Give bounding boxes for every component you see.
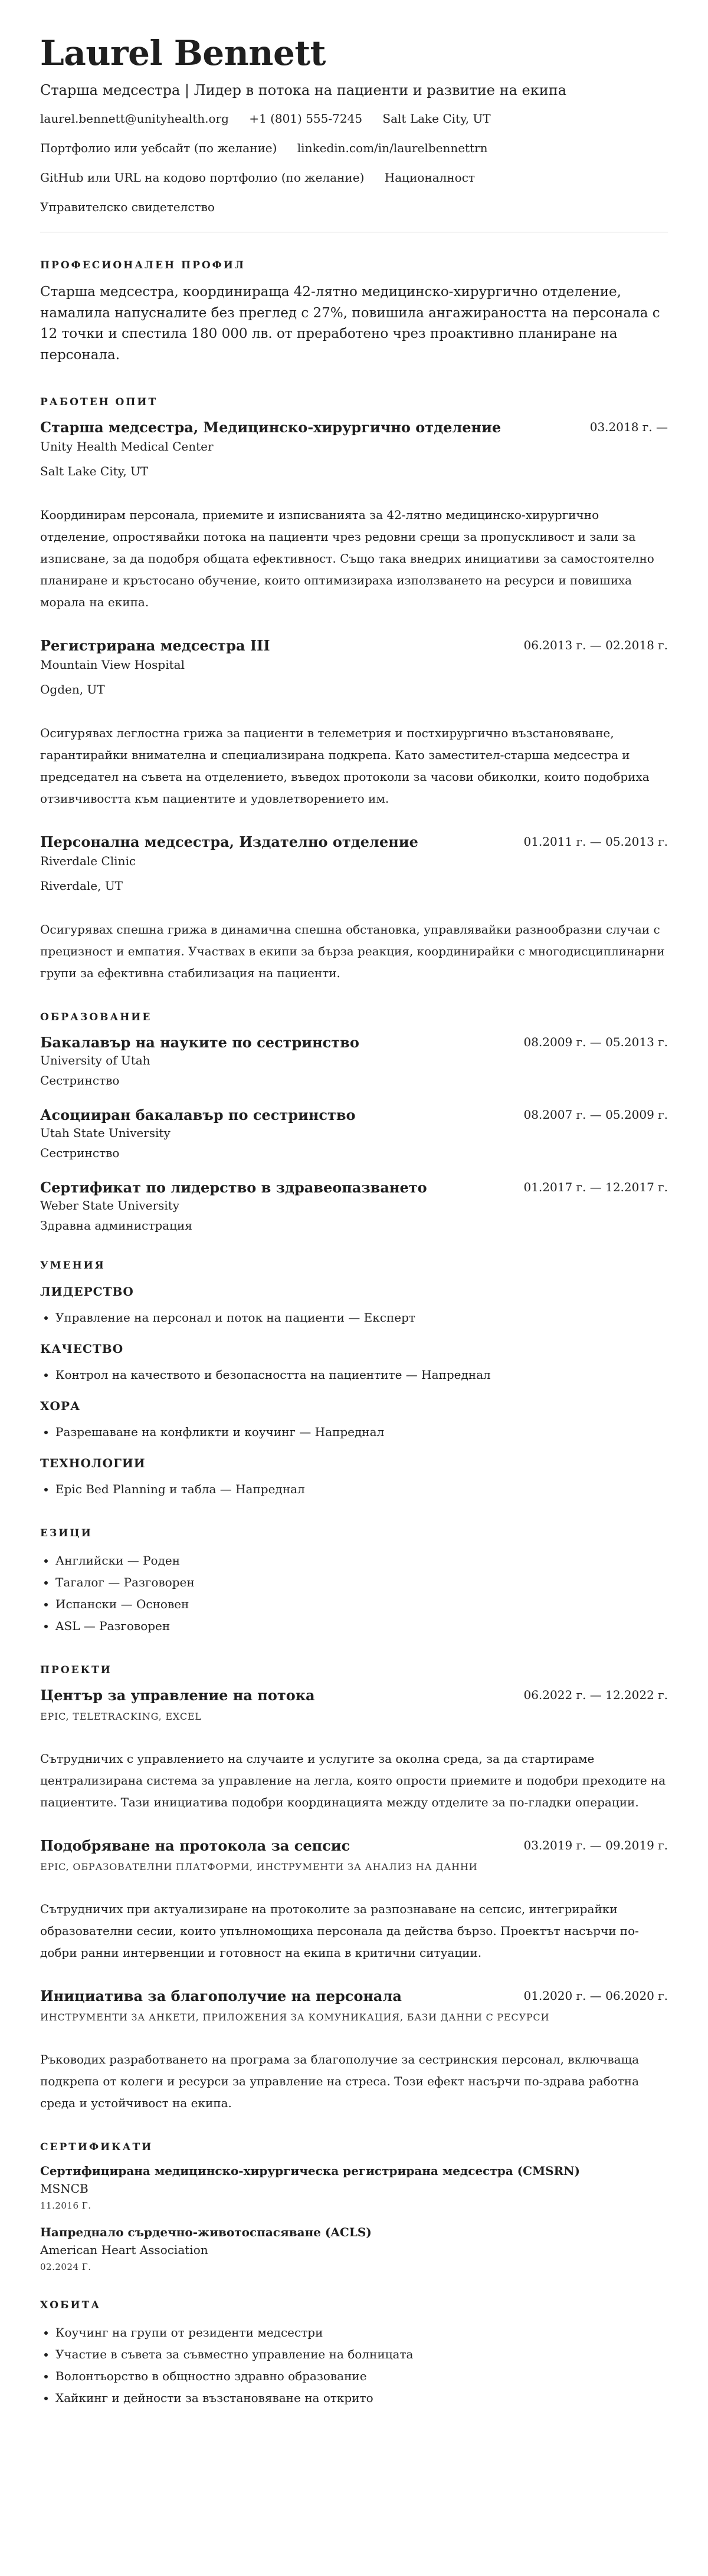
job-title: Регистрирана медсестра III xyxy=(40,637,270,655)
skill-item: • Контрол на качеството и безопасността на пациентите — Напреднал xyxy=(55,1364,668,1386)
certificates-section xyxy=(40,2141,668,2272)
degree-institution: Utah State University xyxy=(40,1126,171,1141)
job-employer: Riverdale Clinic xyxy=(40,854,136,869)
project-description: Ръководих разработването на програма за благополучие за сестринския персонал, включваща подкрепа от колеги и ресурси за управление на стреса. Този ефект насърчи по-здрава работна среда и устойчивост на екипа. xyxy=(40,2052,640,2111)
project-date: 03.2019 г. — 09.2019 г. xyxy=(523,1838,668,1853)
experience-section xyxy=(40,396,668,984)
skill-list xyxy=(40,1478,668,1500)
job-employer: Mountain View Hospital xyxy=(40,658,185,672)
job-location: Riverdale, UT xyxy=(40,879,123,893)
profile-section xyxy=(40,259,668,366)
degree-title: Асоцииран бакалавър по сестринство xyxy=(40,1106,356,1124)
skill-list xyxy=(40,1307,668,1329)
skill-item: • Разрешаване на конфликти и коучинг — Напреднал xyxy=(55,1421,668,1443)
project-tech: EPIC, ОБРАЗОВАТЕЛНИ ПЛАТФОРМИ, ИНСТРУМЕНТИ ЗА АНАЛИЗ НА ДАННИ xyxy=(40,1861,478,1873)
degree-date: 08.2007 г. — 05.2009 г. xyxy=(523,1108,668,1122)
candidate-subtitle: Старша медсестра | Лидер в потока на пациенти и развитие на екипа xyxy=(40,81,567,98)
skill-category-title: ЛИДЕРСТВО xyxy=(40,1284,134,1299)
projects-section xyxy=(40,1664,668,2114)
experience-entry xyxy=(40,637,668,810)
project-description: Сътрудничих с управлението на случаите и услугите за околна среда, за да стартираме централизирана система за управление на легла, която опрости приемите и подобри преходите на пациентите. Тази инициатива подобри координацията между отделите за по-гладки операции. xyxy=(40,1752,666,1810)
profile-text: Старша медсестра, координираща 42-лятно медицинско-хирургично отделение, намалила напусналите без преглед с 27%, повишила ангажираността на персонала с 12 точки и спестила 180 000 лв. от преработено чрез проактивно планиране на персонала. xyxy=(40,284,660,363)
project-tech: EPIC, TELETRACKING, EXCEL xyxy=(40,1711,202,1723)
hobby-item: • Коучинг на групи от резиденти медсестри xyxy=(55,2322,668,2344)
contact-license: Управителско свидетелство xyxy=(40,199,215,214)
contact-phone[interactable]: +1 (801) 555-7245 xyxy=(249,111,363,126)
language-item: • Тагалог — Разговорен xyxy=(55,1572,668,1593)
degree-institution: Weber State University xyxy=(40,1198,180,1213)
project-description: Сътрудничих при актуализиране на протоколите за разпознаване на сепсис, интегрирайки образователни сесии, които упълномощиха персонала да действа бързо. Проектът насърчи по-добри ранни интервенции и готовност на екипа в критични ситуации. xyxy=(40,1902,639,1960)
projects-section-title: ПРОЕКТИ xyxy=(40,1664,112,1677)
degree-field: Сестринство xyxy=(40,1073,120,1088)
degree-title: Сертификат по лидерство в здравеопазването xyxy=(40,1179,427,1197)
language-item: • Испански — Основен xyxy=(55,1593,668,1615)
degree-institution: University of Utah xyxy=(40,1053,150,1068)
contact-location: Salt Lake City, UT xyxy=(382,111,491,126)
certificate-date: 02.2024 Г. xyxy=(40,2262,91,2273)
project-date: 06.2022 г. — 12.2022 г. xyxy=(523,1688,668,1703)
contact-line-1 xyxy=(40,111,668,126)
contact-line-2 xyxy=(40,141,668,155)
languages-section xyxy=(40,1527,668,1637)
job-description: Осигурявах спешна грижа в динамична спешна обстановка, управлявайки разнообразни случаи с прецизност и емпатия. Участвах в екипи за бърза реакция, координирайки с многодисциплинарни групи за ефективна стабилизация на пациенти. xyxy=(40,922,665,981)
contact-email[interactable]: laurel.bennett@unityhealth.org xyxy=(40,111,229,126)
job-title: Персонална медсестра, Издателно отделение xyxy=(40,833,418,851)
degree-title: Бакалавър на науките по сестринство xyxy=(40,1034,359,1052)
project-tech: ИНСТРУМЕНТИ ЗА АНКЕТИ, ПРИЛОЖЕНИЯ ЗА КОМУНИКАЦИЯ, БАЗИ ДАННИ С РЕСУРСИ xyxy=(40,2012,550,2023)
contact-portfolio[interactable]: Портфолио или уебсайт (по желание) xyxy=(40,140,277,155)
contact-line-3 xyxy=(40,170,668,185)
degree-date: 08.2009 г. — 05.2013 г. xyxy=(523,1035,668,1050)
project-title: Инициатива за благополучие на персонала xyxy=(40,1987,402,2005)
job-location: Salt Lake City, UT xyxy=(40,464,149,479)
job-description: Осигурявах леглостна грижа за пациенти в телеметрия и постхирургично възстановяване, гарантирайки внимателна и специализирана подкрепа. Като заместител-старша медсестра и председател на съвета на отделението, въведох протоколи за часови обиколки, които подобриха отзивчивостта към пациентите и удовлетворението им. xyxy=(40,726,650,806)
skill-category-title: ТЕХНОЛОГИИ xyxy=(40,1456,146,1471)
job-employer: Unity Health Medical Center xyxy=(40,439,214,454)
project-entry xyxy=(40,1837,668,1964)
education-section xyxy=(40,1011,668,1233)
contact-github[interactable]: GitHub или URL на кодово портфолио (по желание) xyxy=(40,170,365,185)
hobby-list xyxy=(40,2322,668,2409)
resume-header xyxy=(40,35,668,214)
skill-list xyxy=(40,1364,668,1386)
contact-linkedin[interactable]: linkedin.com/in/laurelbennettrn xyxy=(297,140,488,155)
certificate-entry xyxy=(40,2225,668,2272)
experience-entry xyxy=(40,419,668,613)
language-item: • Английски — Роден xyxy=(55,1550,668,1572)
education-entry xyxy=(40,1106,668,1160)
job-description: Координирам персонала, приемите и изписванията за 42-лятно медицинско-хирургично отделение, опростявайки потока на пациенти чрез редовни срещи за пропускливост и зали за изписване, за да подобря общата ефективност. Също така внедрих инициативи за самостоятелно планиране и кръстосано обучение, които оптимизираха използването на ресурси и повишиха морала на екипа. xyxy=(40,508,654,610)
job-title: Старша медсестра, Медицинско-хирургично отделение xyxy=(40,419,502,436)
language-list xyxy=(40,1550,668,1637)
job-date: 03.2018 г. — xyxy=(589,420,668,435)
skills-section-title: УМЕНИЯ xyxy=(40,1260,106,1272)
project-entry xyxy=(40,1987,668,2114)
degree-field: Здравна администрация xyxy=(40,1218,192,1233)
project-date: 01.2020 г. — 06.2020 г. xyxy=(523,1989,668,2003)
hobby-item: • Хайкинг и дейности за възстановяване на открито xyxy=(55,2387,668,2409)
certificate-date: 11.2016 Г. xyxy=(40,2200,91,2212)
certificate-title: Сертифицирана медицинско-хирургическа регистрирана медсестра (CMSRN) xyxy=(40,2164,580,2179)
certificates-section-title: СЕРТИФИКАТИ xyxy=(40,2141,153,2154)
skill-category-title: КАЧЕСТВО xyxy=(40,1342,124,1356)
hobby-item: • Участие в съвета за съвместно управление на болницата xyxy=(55,2344,668,2365)
project-title: Център за управление на потока xyxy=(40,1687,315,1704)
certificate-entry xyxy=(40,2164,668,2211)
education-entry xyxy=(40,1034,668,1087)
job-date: 06.2013 г. — 02.2018 г. xyxy=(523,638,668,653)
skill-category-title: ХОРА xyxy=(40,1399,81,1414)
language-item: • ASL — Разговорен xyxy=(55,1615,668,1637)
experience-section-title: РАБОТЕН ОПИТ xyxy=(40,396,158,409)
candidate-name: Laurel Bennett xyxy=(40,33,326,73)
skill-item: • Управление на персонал и поток на пациенти — Експерт xyxy=(55,1307,668,1329)
job-location: Ogden, UT xyxy=(40,682,105,697)
skills-section xyxy=(40,1260,668,1500)
languages-section-title: ЕЗИЦИ xyxy=(40,1527,93,1540)
certificate-issuer: American Heart Association xyxy=(40,2243,208,2258)
contact-line-4 xyxy=(40,200,668,214)
skill-item: • Epic Bed Planning и табла — Напреднал xyxy=(55,1478,668,1500)
job-date: 01.2011 г. — 05.2013 г. xyxy=(523,834,668,849)
hobbies-section xyxy=(40,2299,668,2409)
hobbies-section-title: ХОБИТА xyxy=(40,2299,101,2312)
hobby-item: • Волонтьорство в общностно здравно образование xyxy=(55,2365,668,2387)
experience-entry xyxy=(40,833,668,984)
project-title: Подобряване на протокола за сепсис xyxy=(40,1837,350,1855)
skill-list xyxy=(40,1421,668,1443)
certificate-issuer: MSNCB xyxy=(40,2181,88,2196)
degree-field: Сестринство xyxy=(40,1146,120,1161)
education-section-title: ОБРАЗОВАНИЕ xyxy=(40,1011,152,1024)
project-entry xyxy=(40,1687,668,1813)
education-entry xyxy=(40,1179,668,1233)
degree-date: 01.2017 г. — 12.2017 г. xyxy=(523,1180,668,1195)
contact-nationality: Националност xyxy=(384,170,475,185)
profile-section-title: ПРОФЕСИОНАЛЕН ПРОФИЛ xyxy=(40,259,245,271)
certificate-title: Напреднало сърдечно-животоспасяване (ACLS) xyxy=(40,2225,372,2240)
